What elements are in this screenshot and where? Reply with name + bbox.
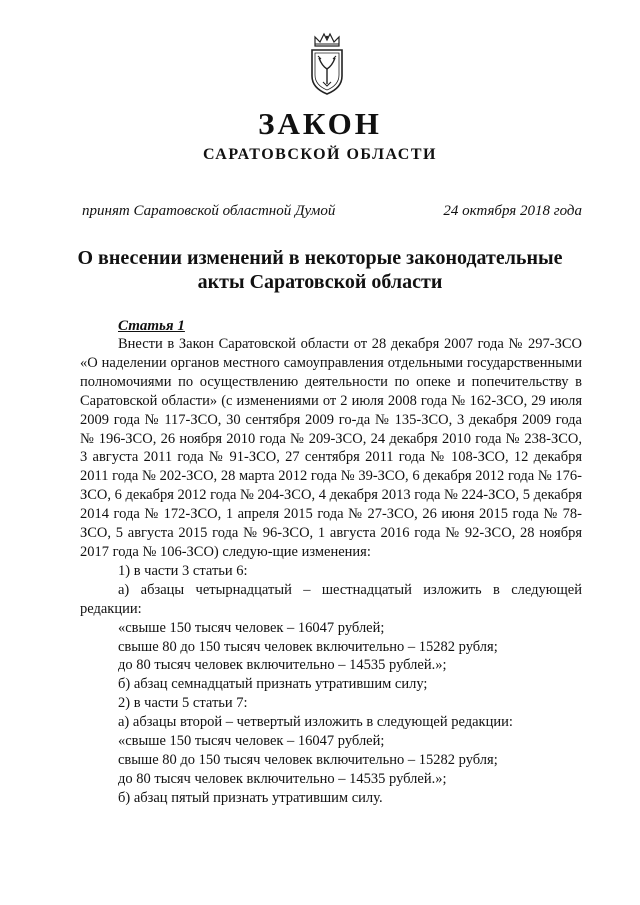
- amendment-item-1b: б) абзац семнадцатый признать утратившим силу;: [118, 676, 428, 693]
- amendment-item-1: 1) в части 3 статьи 6:: [118, 562, 248, 579]
- quoted-text-line: «свыше 150 тысяч человек – 16047 рублей;: [118, 619, 385, 636]
- law-title: [60, 246, 580, 294]
- law-title-line-1: О внесении изменений в некоторые законодательные: [77, 247, 563, 269]
- quoted-text-line: «свыше 150 тысяч человек – 16047 рублей;: [118, 733, 385, 750]
- document-title: ЗАКОН: [258, 106, 382, 141]
- adoption-body: принят Саратовской областной Думой: [82, 203, 336, 219]
- article-body: [80, 335, 582, 808]
- amendment-item-2b: б) абзац пятый признать утратившим силу.: [118, 789, 383, 806]
- saratov-region-coat-of-arms-icon: [306, 32, 348, 98]
- quoted-text-line: до 80 тысяч человек включительно – 14535 рублей.»;: [118, 657, 447, 674]
- quoted-text-line: свыше 80 до 150 тысяч человек включительно – 15282 рубля;: [118, 638, 498, 655]
- quoted-text-line: свыше 80 до 150 тысяч человек включительно – 15282 рубля;: [118, 751, 498, 768]
- quoted-text-line: до 80 тысяч человек включительно – 14535 рублей.»;: [118, 770, 447, 787]
- law-title-line-2: акты Саратовской области: [197, 271, 443, 293]
- amendment-item-2a: а) абзацы второй – четвертый изложить в следующей редакции:: [118, 714, 513, 731]
- adoption-date: 24 октября 2018 года: [443, 203, 582, 219]
- amendment-item-2: 2) в части 5 статьи 7:: [118, 695, 248, 712]
- article-intro-paragraph: Внести в Закон Саратовской области от 28 декабря 2007 года № 297-ЗСО «О наделении органов местного самоуправления отдельными государственными полномочиями по осуществлению деятельности по опеке и попечительству в Саратовской области» (с изменениями от 2 июля 2008 года № 162-ЗСО, 29 июля 2009 года № 117-ЗСО, 30 сентября 2009 го-да № 135-ЗСО, 3 декабря 2009 года № 196-ЗСО, 26 ноября 2010 года № 209-ЗСО, 24 декабря 2010 года № 238-ЗСО, 3 августа 2011 года № 91-ЗСО, 27 сентября 2011 года № 108-ЗСО, 12 декабря 2011 года № 202-ЗСО, 28 марта 2012 года № 39-ЗСО, 6 декабря 2012 года № 176-ЗСО, 6 декабря 2012 года № 204-ЗСО, 4 декабря 2013 года № 224-ЗСО, 5 декабря 2014 года № 172-ЗСО, 1 апреля 2015 года № 27-ЗСО, 26 июня 2015 года № 78-ЗСО, 5 августа 2015 года № 96-ЗСО, 1 августа 2016 года № 92-ЗСО, 28 ноября 2017 года № 106-ЗСО) следую-щие изменения:: [80, 336, 582, 560]
- document-subtitle: САРАТОВСКОЙ ОБЛАСТИ: [203, 146, 437, 163]
- amendment-item-1a: а) абзацы четырнадцатый – шестнадцатый изложить в следующей редакции:: [80, 581, 582, 617]
- article-label: Статья 1: [118, 318, 185, 334]
